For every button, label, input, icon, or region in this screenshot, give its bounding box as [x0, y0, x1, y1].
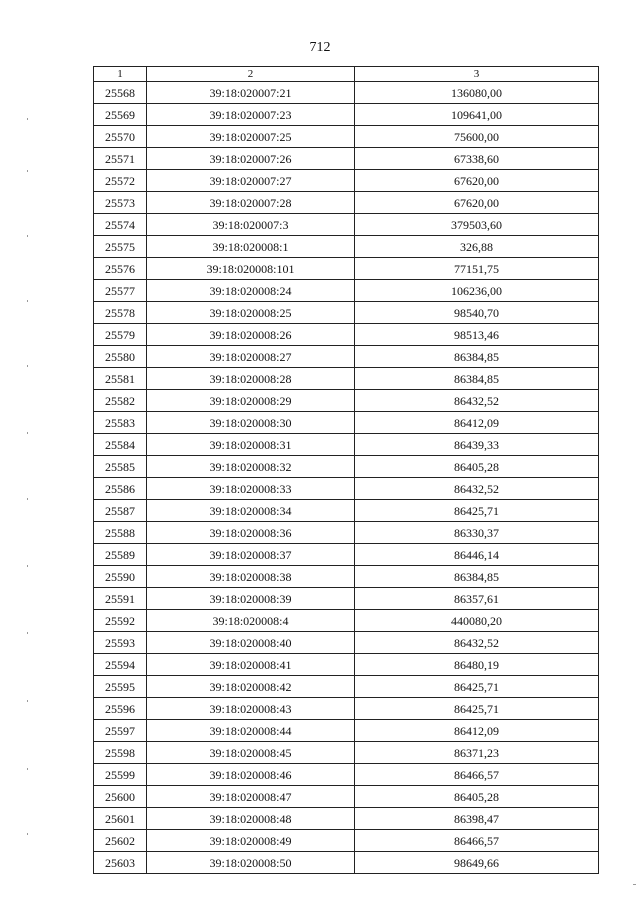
- table-row: [94, 170, 599, 192]
- row-number-cell: 25581: [94, 368, 147, 390]
- cadastral-number-cell: 39:18:020008:44: [147, 720, 355, 742]
- table-row: [94, 588, 599, 610]
- table-row: [94, 302, 599, 324]
- row-number-cell: 25587: [94, 500, 147, 522]
- value-cell: 86412,09: [355, 412, 599, 434]
- row-number-cell: 25576: [94, 258, 147, 280]
- row-number-cell: 25600: [94, 786, 147, 808]
- table-row: [94, 742, 599, 764]
- cadastral-number-cell: 39:18:020008:42: [147, 676, 355, 698]
- cadastral-number-cell: 39:18:020008:28: [147, 368, 355, 390]
- scan-speck: [27, 300, 28, 302]
- cadastral-number-cell: 39:18:020008:29: [147, 390, 355, 412]
- value-cell: 86432,52: [355, 390, 599, 412]
- value-cell: 86480,19: [355, 654, 599, 676]
- column-header-2: 2: [147, 67, 355, 82]
- cadastral-number-cell: 39:18:020008:40: [147, 632, 355, 654]
- cadastral-number-cell: 39:18:020008:41: [147, 654, 355, 676]
- row-number-cell: 25590: [94, 566, 147, 588]
- table-row: [94, 808, 599, 830]
- scan-speck: [27, 768, 28, 770]
- value-cell: 86425,71: [355, 500, 599, 522]
- page-number: 712: [309, 40, 331, 55]
- cadastral-number-cell: 39:18:020008:32: [147, 456, 355, 478]
- cadastral-number-cell: 39:18:020007:25: [147, 126, 355, 148]
- value-cell: 86384,85: [355, 566, 599, 588]
- row-number-cell: 25596: [94, 698, 147, 720]
- value-cell: 86432,52: [355, 632, 599, 654]
- scan-speck: [27, 235, 28, 237]
- value-cell: 326,88: [355, 236, 599, 258]
- row-number-cell: 25585: [94, 456, 147, 478]
- table-row: [94, 500, 599, 522]
- row-number-cell: 25579: [94, 324, 147, 346]
- value-cell: 86466,57: [355, 764, 599, 786]
- cadastral-number-cell: 39:18:020008:31: [147, 434, 355, 456]
- scan-speck: [27, 565, 28, 567]
- table-row: [94, 412, 599, 434]
- row-number-cell: 25601: [94, 808, 147, 830]
- value-cell: 86384,85: [355, 368, 599, 390]
- table-row: [94, 764, 599, 786]
- row-number-cell: 25588: [94, 522, 147, 544]
- row-number-cell: 25580: [94, 346, 147, 368]
- row-number-cell: 25577: [94, 280, 147, 302]
- table-row: [94, 192, 599, 214]
- cadastral-number-cell: 39:18:020008:43: [147, 698, 355, 720]
- table-row: [94, 676, 599, 698]
- table-row: [94, 522, 599, 544]
- cadastral-number-cell: 39:18:020008:4: [147, 610, 355, 632]
- value-cell: 86466,57: [355, 830, 599, 852]
- table-row: [94, 610, 599, 632]
- row-number-cell: 25574: [94, 214, 147, 236]
- table-row: [94, 786, 599, 808]
- scan-speck: [27, 118, 28, 120]
- scan-speck: [27, 700, 28, 702]
- header-row: [94, 67, 599, 82]
- value-cell: 86357,61: [355, 588, 599, 610]
- value-cell: 86405,28: [355, 456, 599, 478]
- value-cell: 86330,37: [355, 522, 599, 544]
- cadastral-number-cell: 39:18:020008:26: [147, 324, 355, 346]
- scan-speck: [27, 365, 28, 367]
- value-cell: 67620,00: [355, 170, 599, 192]
- row-number-cell: 25589: [94, 544, 147, 566]
- table-row: [94, 654, 599, 676]
- value-cell: 86425,71: [355, 676, 599, 698]
- value-cell: 67338,60: [355, 148, 599, 170]
- value-cell: 86439,33: [355, 434, 599, 456]
- row-number-cell: 25602: [94, 830, 147, 852]
- value-cell: 136080,00: [355, 82, 599, 104]
- value-cell: 379503,60: [355, 214, 599, 236]
- value-cell: 86412,09: [355, 720, 599, 742]
- table-row: [94, 346, 599, 368]
- table-row: [94, 566, 599, 588]
- table-row: [94, 720, 599, 742]
- cadastral-number-cell: 39:18:020008:49: [147, 830, 355, 852]
- value-cell: 86432,52: [355, 478, 599, 500]
- value-cell: 86405,28: [355, 786, 599, 808]
- row-number-cell: 25568: [94, 82, 147, 104]
- table-body: [94, 82, 599, 874]
- table-row: [94, 148, 599, 170]
- row-number-cell: 25570: [94, 126, 147, 148]
- cadastral-number-cell: 39:18:020008:39: [147, 588, 355, 610]
- table-row: [94, 434, 599, 456]
- cadastral-number-cell: 39:18:020007:23: [147, 104, 355, 126]
- table-row: [94, 478, 599, 500]
- cadastral-number-cell: 39:18:020008:34: [147, 500, 355, 522]
- value-cell: 86384,85: [355, 346, 599, 368]
- scan-speck: [27, 432, 28, 434]
- row-number-cell: 25573: [94, 192, 147, 214]
- scan-speck: [27, 170, 28, 172]
- cadastral-number-cell: 39:18:020008:50: [147, 852, 355, 874]
- value-cell: 106236,00: [355, 280, 599, 302]
- cadastral-number-cell: 39:18:020008:46: [147, 764, 355, 786]
- row-number-cell: 25572: [94, 170, 147, 192]
- table-row: [94, 830, 599, 852]
- cadastral-number-cell: 39:18:020008:48: [147, 808, 355, 830]
- row-number-cell: 25591: [94, 588, 147, 610]
- cadastral-number-cell: 39:18:020008:45: [147, 742, 355, 764]
- row-number-cell: 25595: [94, 676, 147, 698]
- table-row: [94, 544, 599, 566]
- scan-speck: [633, 884, 636, 885]
- cadastral-number-cell: 39:18:020008:27: [147, 346, 355, 368]
- column-header-3: 3: [355, 67, 599, 82]
- row-number-cell: 25599: [94, 764, 147, 786]
- value-cell: 440080,20: [355, 610, 599, 632]
- row-number-cell: 25603: [94, 852, 147, 874]
- table-row: [94, 280, 599, 302]
- scan-speck: [27, 632, 28, 634]
- row-number-cell: 25586: [94, 478, 147, 500]
- row-number-cell: 25575: [94, 236, 147, 258]
- scan-speck: [27, 833, 28, 835]
- table-row: [94, 390, 599, 412]
- value-cell: 86398,47: [355, 808, 599, 830]
- table-row: [94, 126, 599, 148]
- value-cell: 86446,14: [355, 544, 599, 566]
- cadastral-number-cell: 39:18:020008:1: [147, 236, 355, 258]
- table-row: [94, 698, 599, 720]
- table-row: [94, 104, 599, 126]
- cadastral-number-cell: 39:18:020008:36: [147, 522, 355, 544]
- value-cell: 86425,71: [355, 698, 599, 720]
- value-cell: 98649,66: [355, 852, 599, 874]
- table-row: [94, 456, 599, 478]
- cadastral-number-cell: 39:18:020008:101: [147, 258, 355, 280]
- table-row: [94, 214, 599, 236]
- cadastral-number-cell: 39:18:020008:25: [147, 302, 355, 324]
- value-cell: 67620,00: [355, 192, 599, 214]
- table-row: [94, 632, 599, 654]
- cadastral-number-cell: 39:18:020007:3: [147, 214, 355, 236]
- value-cell: 75600,00: [355, 126, 599, 148]
- row-number-cell: 25594: [94, 654, 147, 676]
- table-row: [94, 258, 599, 280]
- value-cell: 109641,00: [355, 104, 599, 126]
- scan-speck: [27, 498, 28, 500]
- table-row: [94, 368, 599, 390]
- table-row: [94, 852, 599, 874]
- cadastral-number-cell: 39:18:020008:24: [147, 280, 355, 302]
- row-number-cell: 25592: [94, 610, 147, 632]
- row-number-cell: 25578: [94, 302, 147, 324]
- row-number-cell: 25571: [94, 148, 147, 170]
- data-table: [93, 66, 599, 874]
- row-number-cell: 25598: [94, 742, 147, 764]
- column-header-1: 1: [94, 67, 147, 82]
- value-cell: 98513,46: [355, 324, 599, 346]
- row-number-cell: 25583: [94, 412, 147, 434]
- value-cell: 77151,75: [355, 258, 599, 280]
- table-header: [94, 67, 599, 82]
- cadastral-number-cell: 39:18:020007:28: [147, 192, 355, 214]
- row-number-cell: 25584: [94, 434, 147, 456]
- cadastral-number-cell: 39:18:020007:27: [147, 170, 355, 192]
- row-number-cell: 25597: [94, 720, 147, 742]
- value-cell: 98540,70: [355, 302, 599, 324]
- table-row: [94, 236, 599, 258]
- row-number-cell: 25582: [94, 390, 147, 412]
- cadastral-number-cell: 39:18:020007:21: [147, 82, 355, 104]
- cadastral-number-cell: 39:18:020008:37: [147, 544, 355, 566]
- cadastral-number-cell: 39:18:020008:33: [147, 478, 355, 500]
- table-row: [94, 324, 599, 346]
- cadastral-number-cell: 39:18:020008:47: [147, 786, 355, 808]
- cadastral-number-cell: 39:18:020007:26: [147, 148, 355, 170]
- table-row: [94, 82, 599, 104]
- cadastral-number-cell: 39:18:020008:38: [147, 566, 355, 588]
- row-number-cell: 25593: [94, 632, 147, 654]
- row-number-cell: 25569: [94, 104, 147, 126]
- cadastral-number-cell: 39:18:020008:30: [147, 412, 355, 434]
- value-cell: 86371,23: [355, 742, 599, 764]
